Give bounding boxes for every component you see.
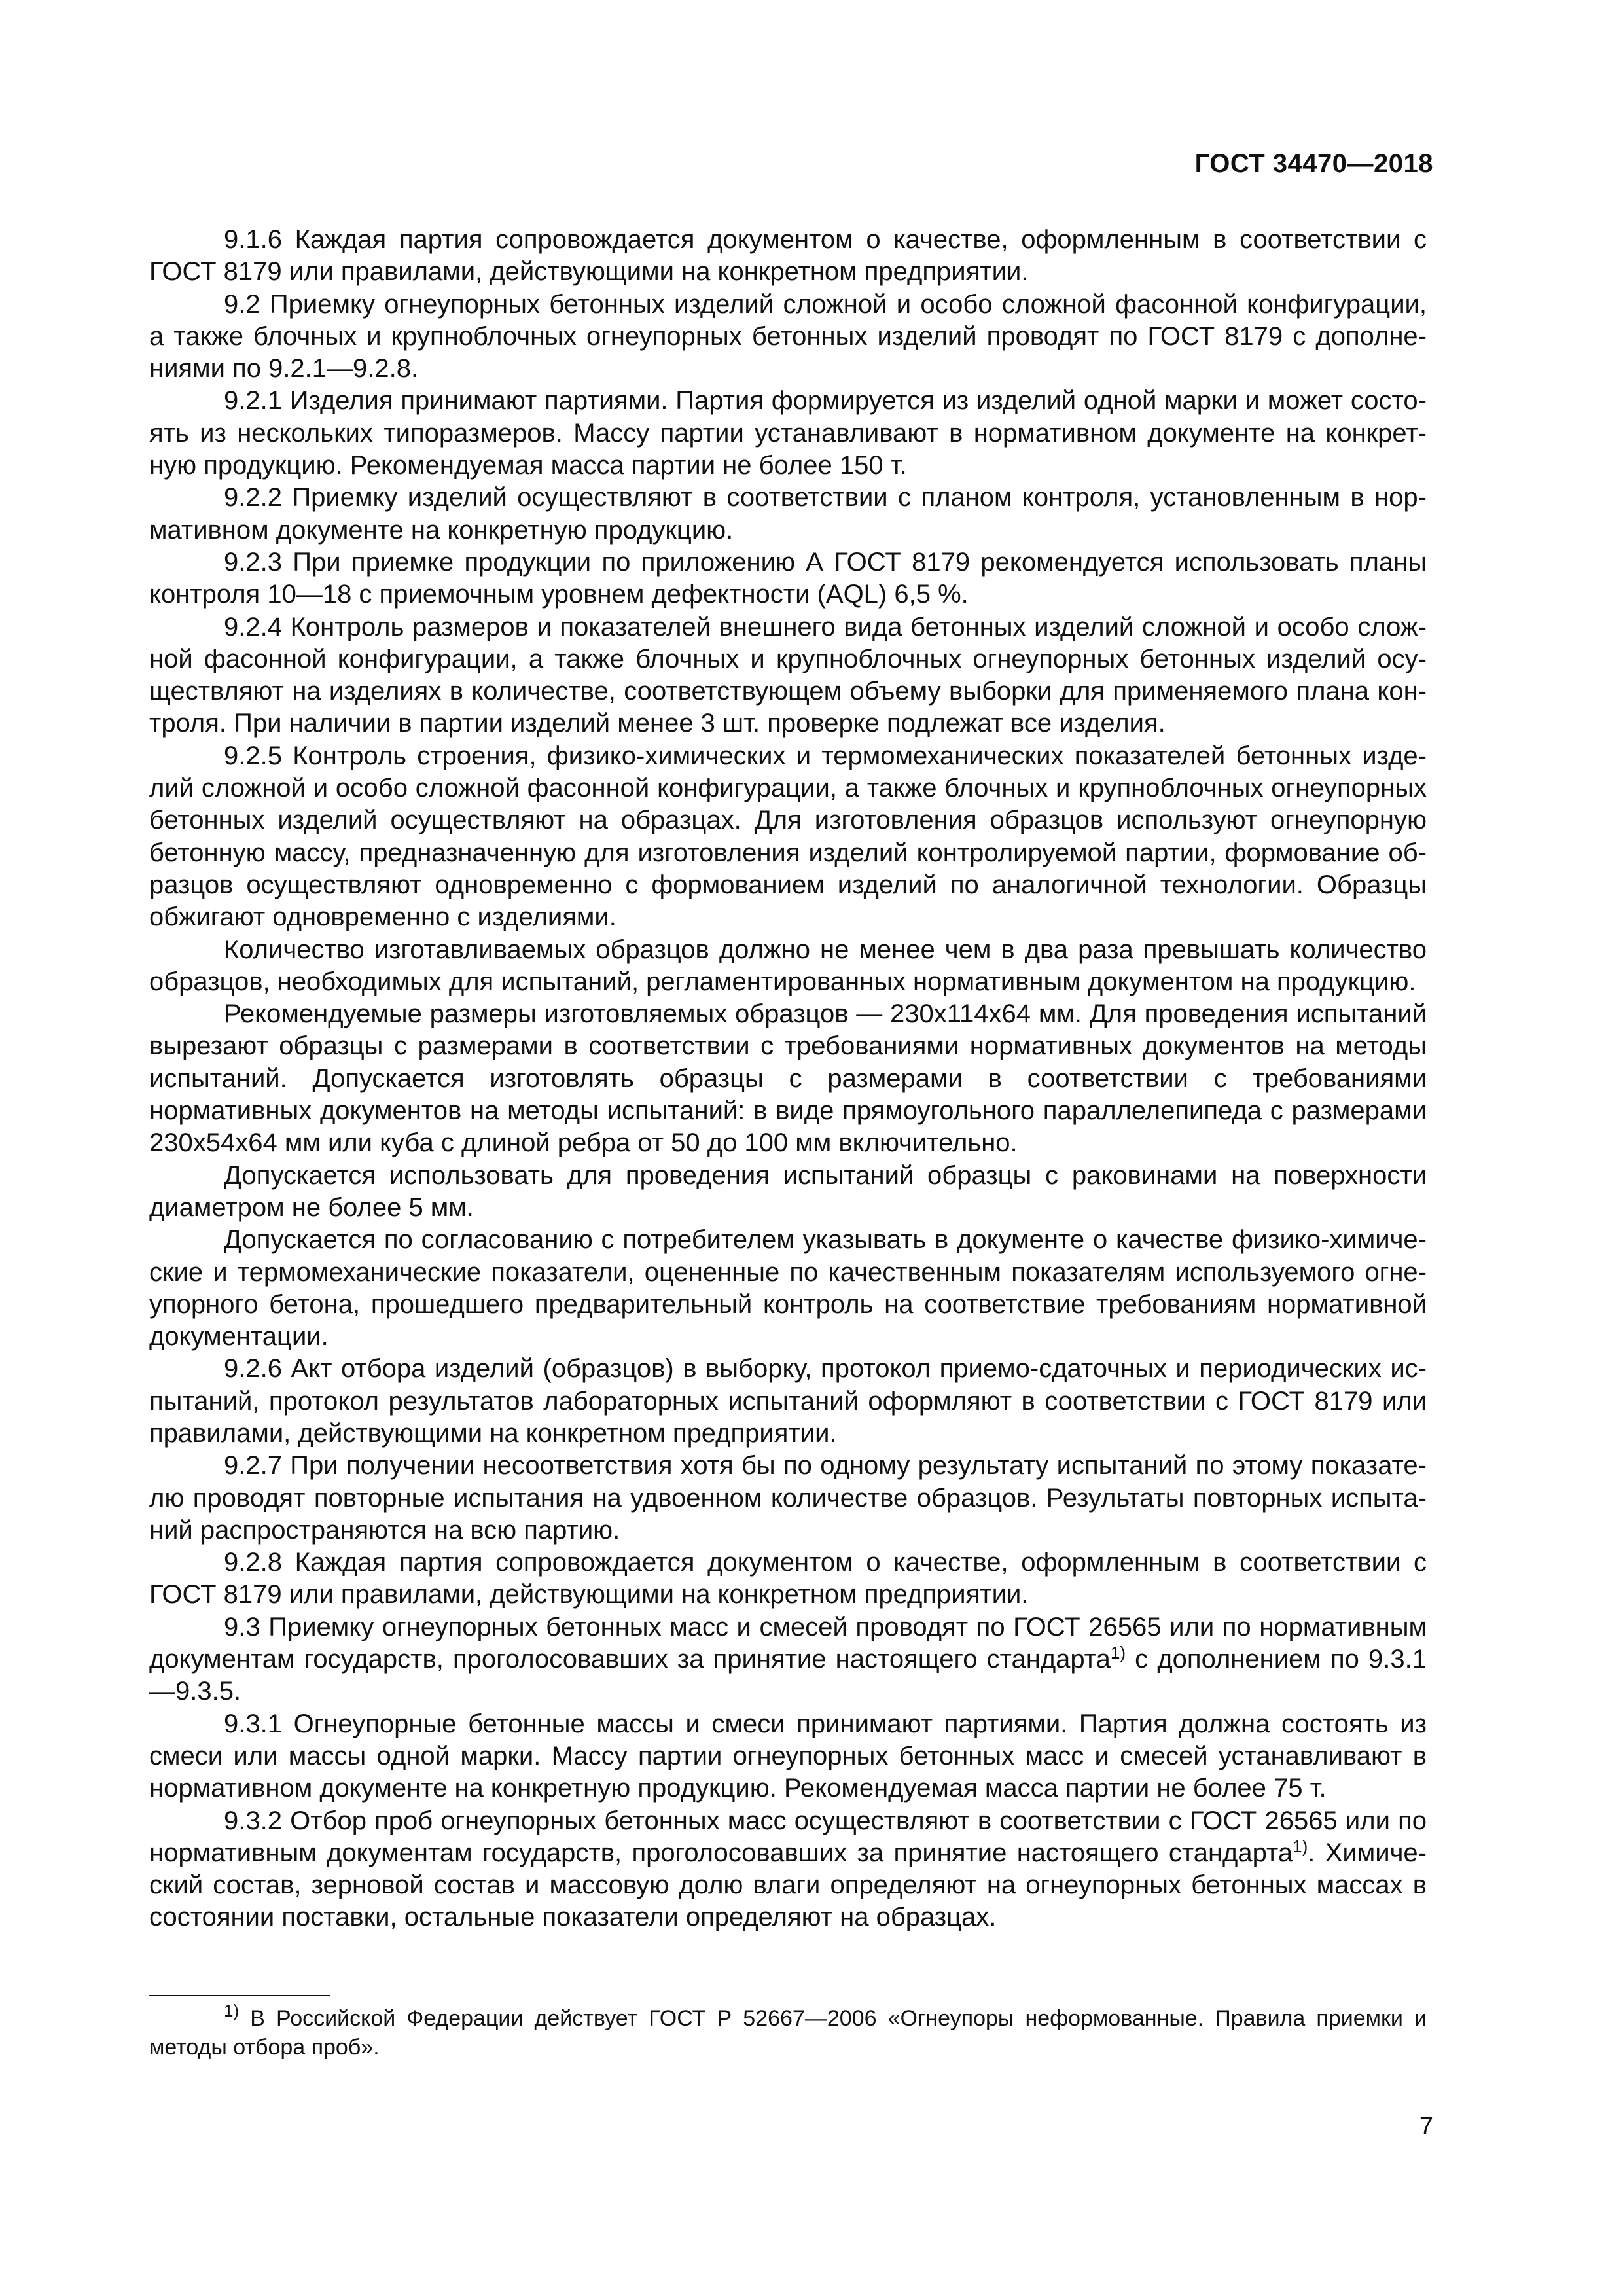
page-number: 7	[1419, 2113, 1433, 2140]
paragraph-9-2: 9.2 Приемку огнеупорных бетонных изделий сложной и особо сложной фасонной конфигурации, а также блочных и крупноблочных огнеупорных бетонных изделий проводят по ГОСТ 8179 с дополнениями по 9.2.1—9.2.8.	[149, 289, 1427, 384]
paragraph-9-2-7: 9.2.7 При получении несоответствия хотя бы по одному результату испытаний по этому показателю проводят повторные испытания на удвоенном количестве образцов. Результаты повторных испытаний распространяются на всю партию.	[149, 1451, 1427, 1545]
footnote-text: В Российской Федерации действует ГОСТ Р 52667—2006 «Огнеупоры неформованные. Правила приемки и методы отбора проб».	[149, 2006, 1427, 2060]
footnote	[149, 2001, 1427, 2062]
paragraph-9-2-4: 9.2.4 Контроль размеров и показателей внешнего вида бетонных изделий сложной и особо сложной фасонной конфигурации, а также блочных и крупноблочных огнеупорных бетонных изделий осуществляют на изделиях в количестве, соответствующем объему выборки для применяемого плана контроля. При наличии в партии изделий менее 3 шт. проверке подлежат все изделия.	[149, 612, 1427, 738]
paragraph-9-2-3: 9.2.3 При приемке продукции по приложению А ГОСТ 8179 рекомендуется использовать планы контроля 10—18 с приемочным уровнем дефектности (AQL) 6,5 %.	[149, 547, 1427, 609]
paragraph-9-3-text: 9.3 Приемку огнеупорных бетонных масс и смесей проводят по ГОСТ 26565 или по нормативным документам государств, проголосовавших за принятие настоящего стандарта	[149, 1612, 1427, 1674]
paragraph-9-3-2-text: 9.3.2 Отбор проб огнеупорных бетонных масс осуществляют в соответствии с ГОСТ 26565 или по нормативным документам государств, проголосовавших за принятие настоящего стандарта	[149, 1806, 1427, 1867]
paragraph-sample-cavities: Допускается использовать для проведения испытаний образцы с раковинами на поверхности диаметром не более 5 мм.	[149, 1160, 1427, 1222]
paragraph-9-3-2-continuation: . Химический состав, зерновой состав и массовую долю влаги определяют на огнеупорных бетонных массах в состоянии поставки, остальные показатели определяют на образцах.	[149, 1838, 1427, 1932]
paragraph-9-2-6: 9.2.6 Акт отбора изделий (образцов) в выборку, протокол приемо-сдаточных и периодических испытаний, протокол результатов лабораторных испытаний оформляют в соответствии с ГОСТ 8179 или правилами, действующими на конкретном предприятии.	[149, 1354, 1427, 1448]
paragraph-quality-document: Допускается по согласованию с потребителем указывать в документе о качестве физико-химические и термомеханические показатели, оцененные по качественным показателям используемого огнеупорного бетона, прошедшего предварительный контроль на соответствие требованиям нормативной документации.	[149, 1225, 1427, 1352]
footnote-marker: 1)	[224, 2001, 240, 2020]
paragraph-9-2-8: 9.2.8 Каждая партия сопровождается документом о качестве, оформленным в соответствии с ГОСТ 8179 или правилами, действующими на конкретном предприятии.	[149, 1548, 1427, 1609]
paragraph-9-3-2	[149, 1805, 1427, 1934]
footnote-ref-marker: 1)	[1293, 1836, 1308, 1856]
paragraph-sample-sizes: Рекомендуемые размеры изготовляемых образцов — 230х114х64 мм. Для проведения испытаний вырезают образцы с размерами в соответствии с требованиями нормативных документов на методы испытаний. Допускается изготовлять образцы с размерами в соответствии с требованиями нормативных документов на методы испытаний: в виде прямоугольного параллелепипеда с размерами 230х54х64 мм или куба с длиной ребра от 50 до 100 мм включительно.	[149, 999, 1427, 1158]
paragraph-9-3-continuation: с дополнением по 9.3.1—9.3.5.	[149, 1645, 1427, 1706]
paragraph-9-2-5: 9.2.5 Контроль строения, физико-химических и термомеханических показателей бетонных изделий сложной и особо сложной фасонной конфигурации, а также блочных и крупноблочных огнеупорных бетонных изделий осуществляют на образцах. Для изготовления образцов используют огнеупорную бетонную массу, предназначенную для изготовления изделий контролируемой партии, формование образцов осуществляют одновременно с формованием изделий по аналогичной технологии. Образцы обжигают одновременно с изделиями.	[149, 741, 1427, 932]
footnote-separator	[149, 1995, 330, 1996]
footnote-ref-marker: 1)	[1110, 1643, 1126, 1663]
paragraph-9-2-1: 9.2.1 Изделия принимают партиями. Партия формируется из изделий одной марки и может состоять из нескольких типоразмеров. Массу партии устанавливают в нормативном документе на конкретную продукцию. Рекомендуемая масса партии не более 150 т.	[149, 386, 1427, 480]
paragraph-9-1-6: 9.1.6 Каждая партия сопровождается документом о качестве, оформленным в соответствии с ГОСТ 8179 или правилами, действующими на конкретном предприятии.	[149, 225, 1427, 287]
paragraph-9-3-1: 9.3.1 Огнеупорные бетонные массы и смеси принимают партиями. Партия должна состоять из смеси или массы одной марки. Массу партии огнеупорных бетонных масс и смесей устанавливают в нормативном документе на конкретную продукцию. Рекомендуемая масса партии не более 75 т.	[149, 1709, 1427, 1803]
paragraph-sample-quantity: Количество изготавливаемых образцов должно не менее чем в два раза превышать количество образцов, необходимых для испытаний, регламентированных нормативным документом на продукцию.	[149, 935, 1427, 996]
paragraph-9-2-2: 9.2.2 Приемку изделий осуществляют в соответствии с планом контроля, установленным в нормативном документе на конкретную продукцию.	[149, 483, 1427, 545]
document-body	[149, 224, 1427, 1934]
document-designation: ГОСТ 34470—2018	[1194, 149, 1433, 178]
paragraph-9-3	[149, 1611, 1427, 1708]
